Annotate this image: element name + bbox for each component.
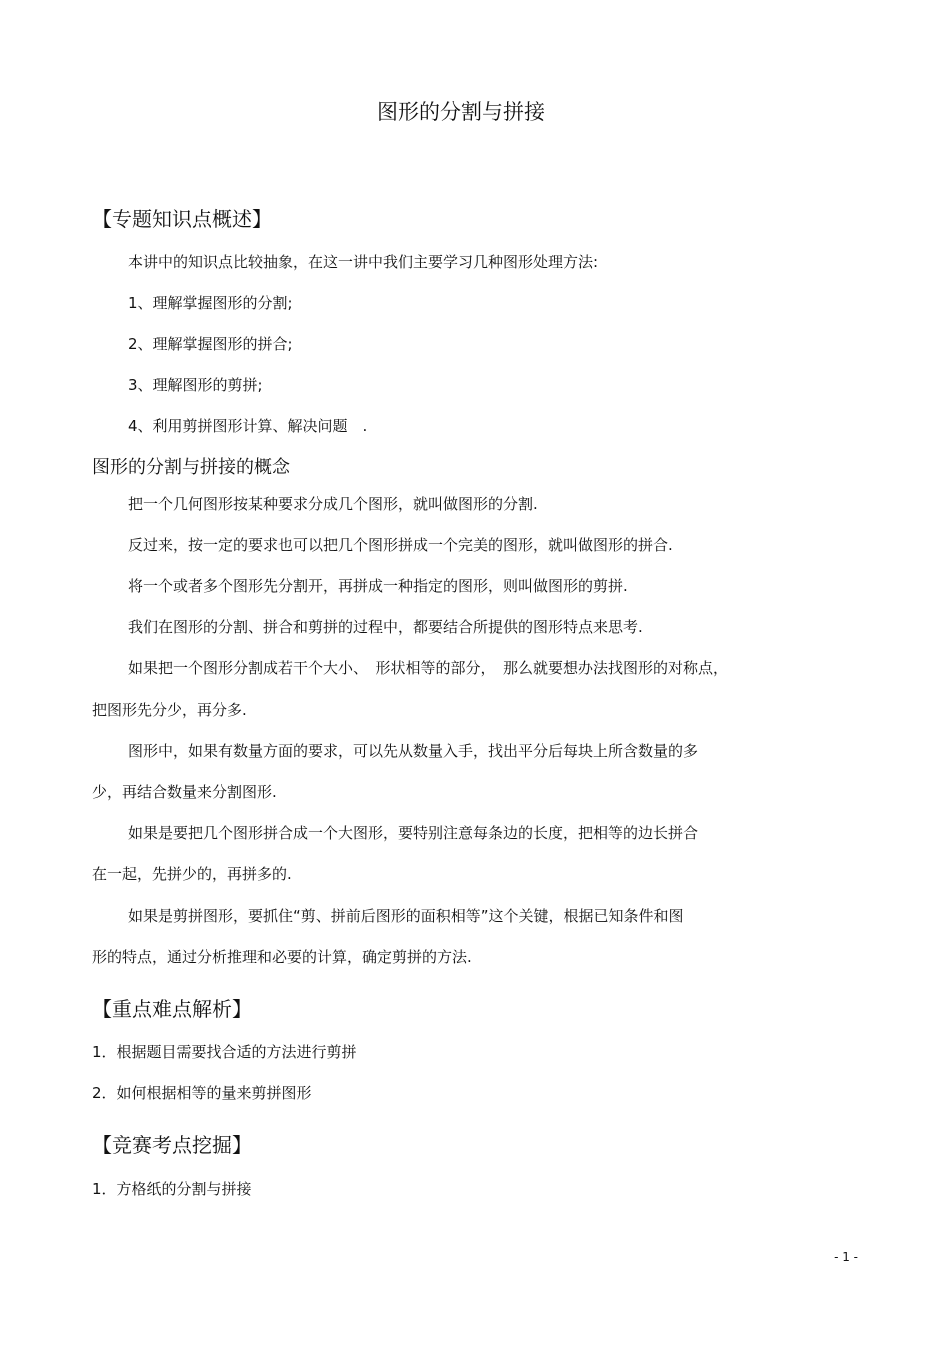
concept-paragraph-6-line-1: 图形中，如果有数量方面的要求，可以先从数量入手，找出平分后每块上所含数量的多 [128,742,699,760]
concept-paragraph-8-line-1: 如果是剪拼图形，要抓住“剪、拼前后图形的面积相等”这个关键，根据已知条件和图 [128,907,684,925]
concept-paragraph-2: 反过来，按一定的要求也可以把几个图形拼成一个完美的图形，就叫做图形的拼合. [128,536,673,554]
overview-item-4: 4、利用剪拼图形计算、解决问题 . [128,417,368,435]
key-point-item-1: 1．根据题目需要找合适的方法进行剪拼 [92,1043,357,1061]
concept-paragraph-4: 我们在图形的分割、拼合和剪拼的过程中，都要结合所提供的图形特点来思考. [128,618,643,636]
concept-paragraph-3: 将一个或者多个图形先分割开，再拼成一种指定的图形，则叫做图形的剪拼. [128,577,628,595]
page-number: - 1 - [834,1250,858,1264]
document-title: 图形的分割与拼接 [377,100,545,124]
section-heading-competition: 【竞赛考点挖掘】 [92,1133,252,1157]
section-heading-overview: 【专题知识点概述】 [92,207,272,231]
concept-paragraph-7-line-1: 如果是要把几个图形拼合成一个大图形，要特别注意每条边的长度，把相等的边长拼合 [128,824,699,842]
overview-item-3: 3、理解图形的剪拼; [128,376,263,394]
concept-paragraph-1: 把一个几何图形按某种要求分成几个图形，就叫做图形的分割. [128,495,538,513]
overview-item-2: 2、理解掌握图形的拼合; [128,335,293,353]
concept-paragraph-5-line-1: 如果把一个图形分割成若干个大小、 形状相等的部分， 那么就要想办法找图形的对称点， [128,659,729,677]
concept-heading: 图形的分割与拼接的概念 [92,457,290,478]
concept-paragraph-8-line-2: 形的特点，通过分析推理和必要的计算，确定剪拼的方法. [92,948,472,966]
concept-paragraph-6-line-2: 少，再结合数量来分割图形. [92,783,277,801]
overview-item-1: 1、理解掌握图形的分割; [128,294,293,312]
competition-item-1: 1．方格纸的分割与拼接 [92,1180,252,1198]
overview-intro: 本讲中的知识点比较抽象，在这一讲中我们主要学习几种图形处理方法: [128,253,599,271]
key-point-item-2: 2．如何根据相等的量来剪拼图形 [92,1084,312,1102]
section-heading-key-points: 【重点难点解析】 [92,997,252,1021]
concept-paragraph-5-line-2: 把图形先分少，再分多. [92,701,247,719]
concept-paragraph-7-line-2: 在一起，先拼少的，再拼多的. [92,865,292,883]
